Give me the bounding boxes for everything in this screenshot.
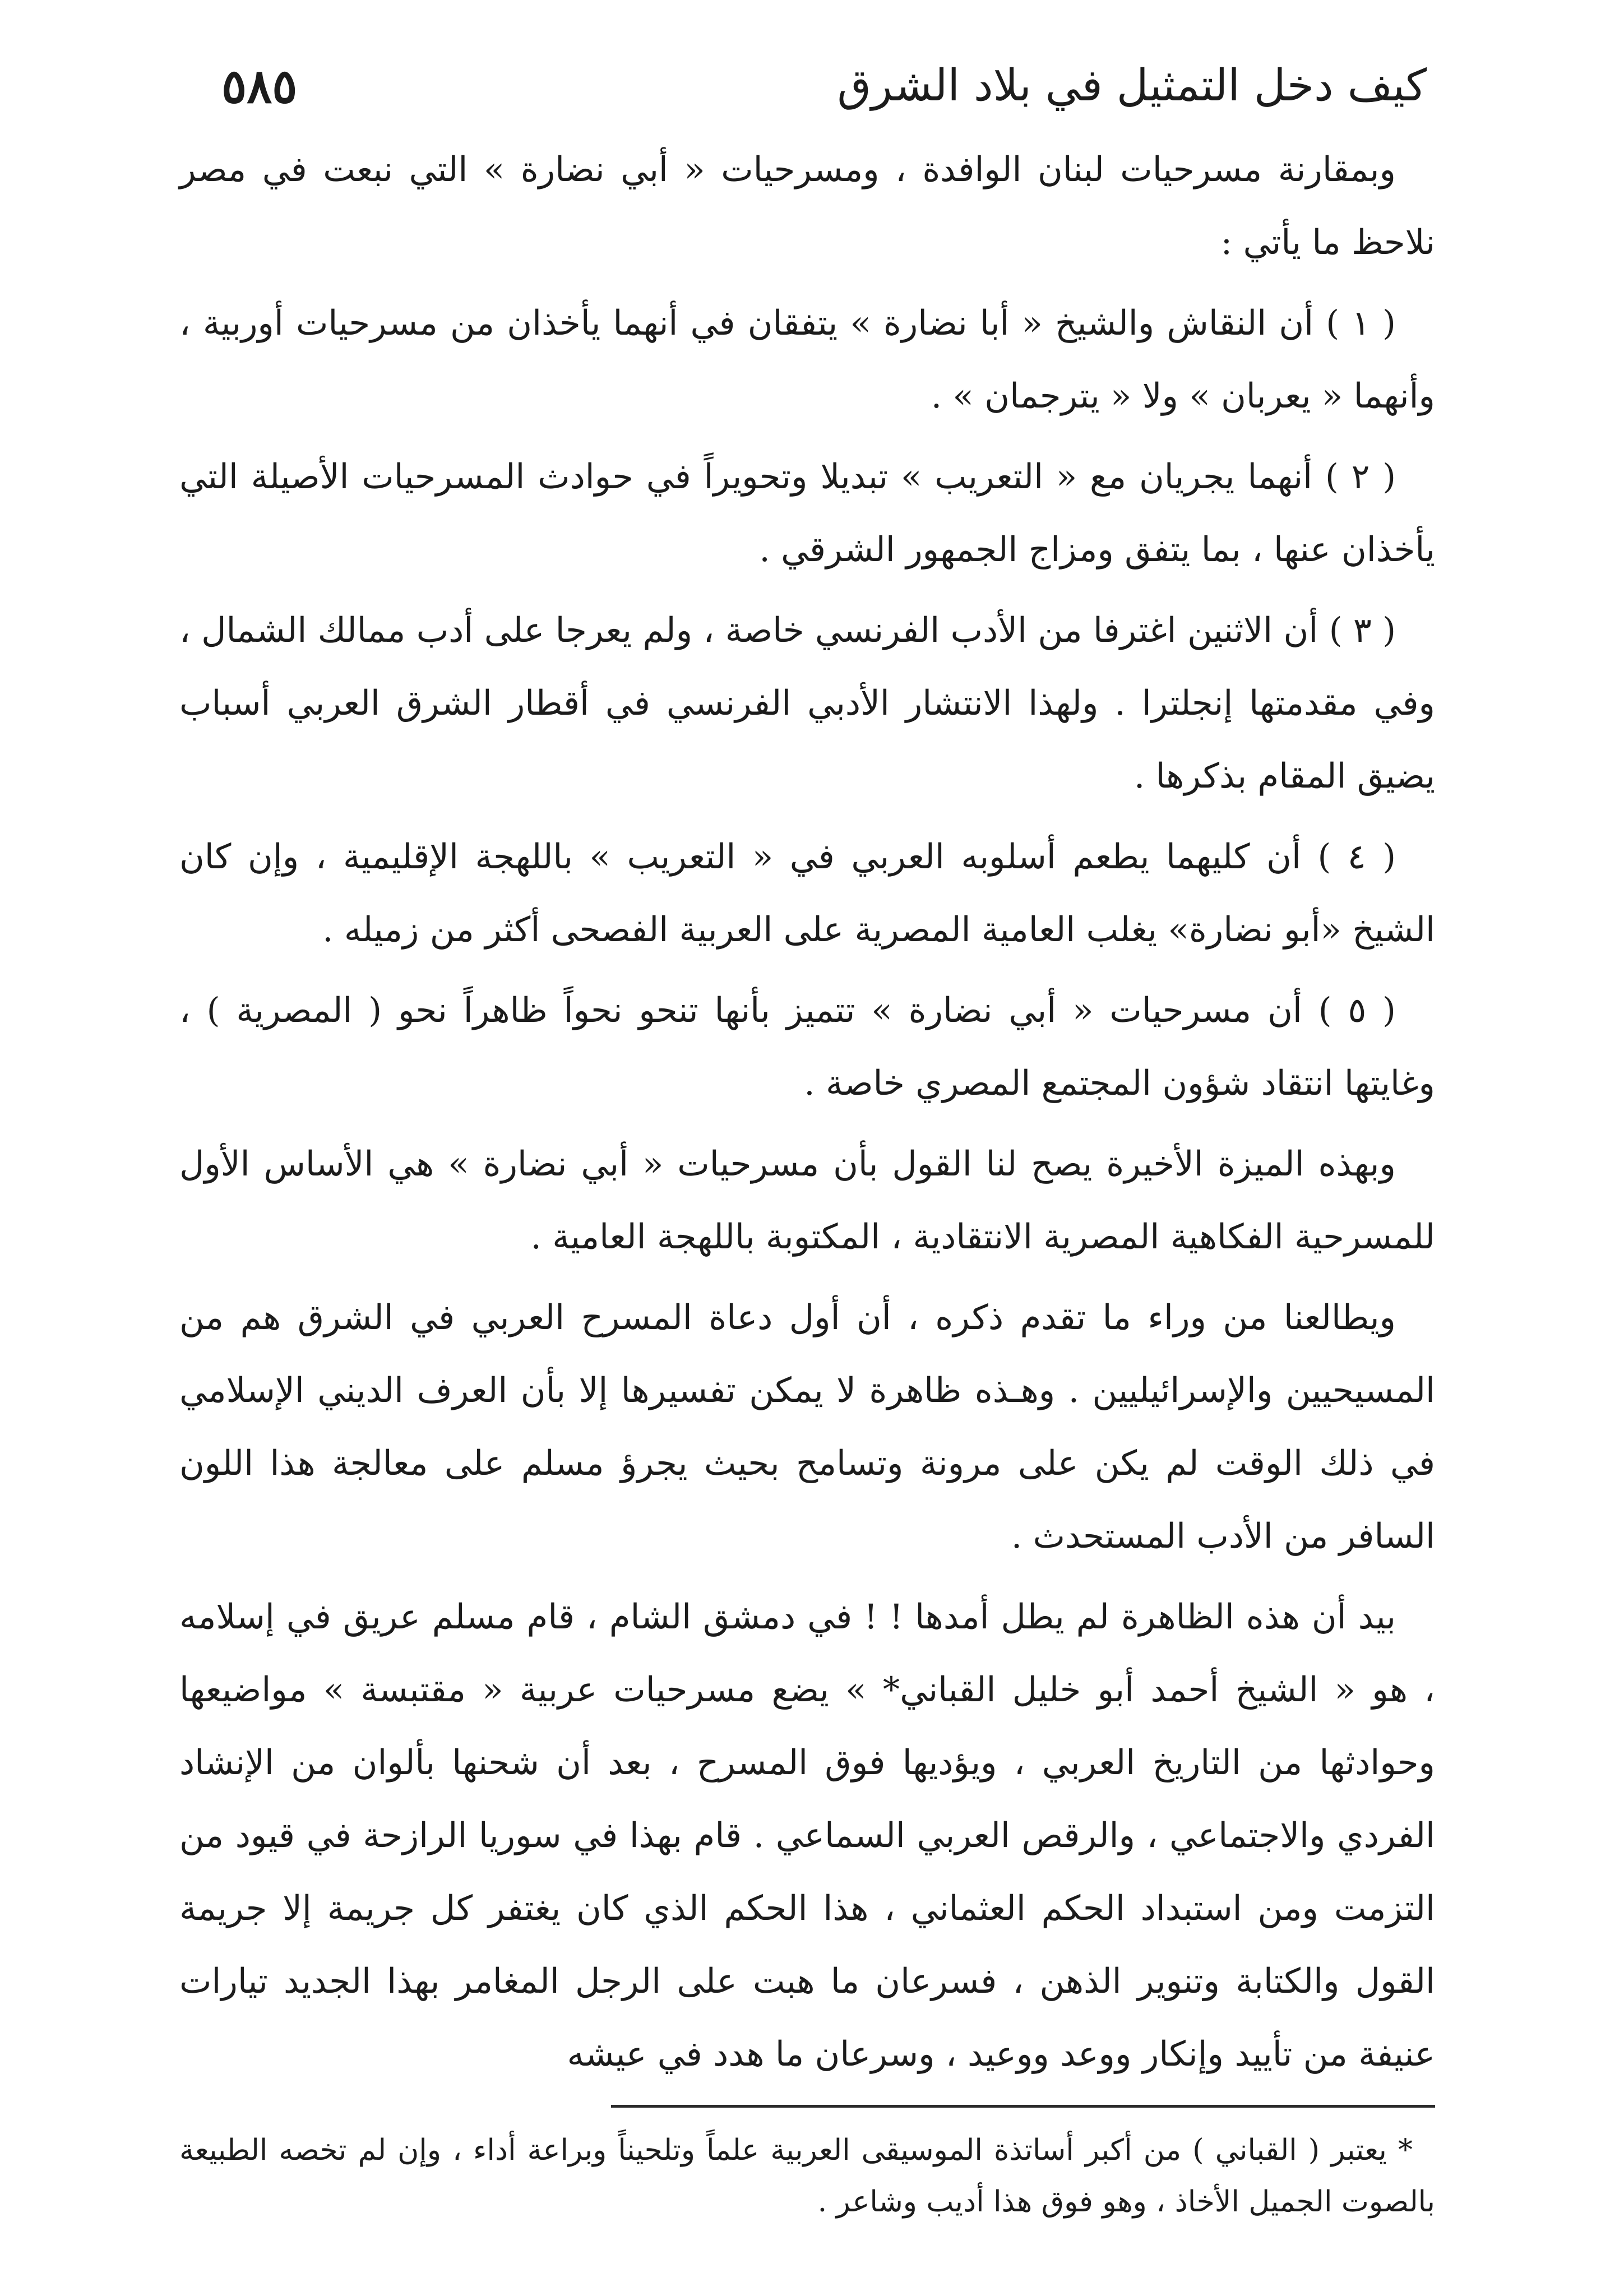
- page-number: ٥٨٥: [221, 58, 298, 114]
- footnote-divider: [611, 2105, 1435, 2108]
- list-item-4: ( ٤ ) أن كليهما يطعم أسلوبه العربي في « التعريب » باللهجة الإقليمية ، وإن كان الشيخ «أبو نضارة» يغلب العامية المصرية على العربية الفصحى أكثر من زميله .: [179, 837, 1435, 950]
- paragraph-qabbani: بيد أن هذه الظاهرة لم يطل أمدها ! ! في دمشق الشام ، قام مسلم عريق في إسلامه ، هو « الشيخ أحمد أبو خليل القباني* » يضع مسرحيات عربية « مقتبسة » مواضيعها وحوادثها من التاريخ العربي ، ويؤديها فوق المسرح ، بعد أن شحنها بألوان من الإنشاد الفردي والاجتماعي ، والرقص العربي السماعي . قام بهذا في سوريا الرازحة في قيود من التزمت ومن استبداد الحكم العثماني ، هذا الحكم الذي كان يغتفر كل جريمة إلا جريمة القول والكتابة وتنوير الذهن ، فسرعان ما هبت على الرجل المغامر بهذا الجديد تيارات عنيفة من تأييد وإنكار ووعد ووعيد ، وسرعان ما هدد في عيشه: [179, 1597, 1435, 2074]
- footnote-text: * يعتبر ( القباني ) من أكبر أساتذة الموسيقى العربية علماً وتلحيناً وبراعة أداء ، وإن لم تخصه الطبيعة بالصوت الجميل الأخاذ ، وهو فوق هذا أديب وشاعر .: [179, 2133, 1435, 2219]
- list-item-1: ( ١ ) أن النقاش والشيخ « أبا نضارة » يتفقان في أنهما يأخذان من مسرحيات أوربية ، وأنهما « يعربان » ولا « يترجمان » .: [179, 303, 1435, 416]
- running-title: كيف دخل التمثيل في بلاد الشرق: [837, 61, 1427, 111]
- page-header: [221, 44, 1427, 128]
- footnote: [179, 2124, 1435, 2228]
- paragraph-observation: ويطالعنا من وراء ما تقدم ذكره ، أن أول دعاة المسرح العربي في الشرق هم من المسيحيين والإسرائيليين . وهـذه ظاهرة لا يمكن تفسيرها إلا بأن العرف الديني الإسلامي في ذلك الوقت لم يكن على مرونة وتسامح بحيث يجرؤ مسلم على معالجة هذا اللون السافر من الأدب المستحدث .: [179, 1298, 1435, 1556]
- list-item-2: ( ٢ ) أنهما يجريان مع « التعريب » تبديلا وتحويراً في حوادث المسرحيات الأصيلة التي يأخذان عنها ، بما يتفق ومزاج الجمهور الشرقي .: [179, 457, 1435, 570]
- list-item-5: ( ٥ ) أن مسرحيات « أبي نضارة » تتميز بأنها تنحو نحواً ظاهراً نحو ( المصرية ) ، وغايتها انتقاد شؤون المجتمع المصري خاصة .: [179, 990, 1435, 1103]
- body-text: [179, 133, 1435, 2099]
- paragraph-intro: وبمقارنة مسرحيات لبنان الوافدة ، ومسرحيات « أبي نضارة » التي نبعت في مصر نلاحظ ما يأتي :: [179, 150, 1435, 262]
- list-item-3: ( ٣ ) أن الاثنين اغترفا من الأدب الفرنسي خاصة ، ولم يعرجا على أدب ممالك الشمال ، وفي مقدمتها إنجلترا . ولهذا الانتشار الأدبي الفرنسي في أقطار الشرق العربي أسباب يضيق المقام بذكرها .: [179, 610, 1435, 796]
- paragraph-conclusion: وبهذه الميزة الأخيرة يصح لنا القول بأن مسرحيات « أبي نضارة » هي الأساس الأول للمسرحية الفكاهية المصرية الانتقادية ، المكتوبة باللهجة العامية .: [179, 1144, 1435, 1257]
